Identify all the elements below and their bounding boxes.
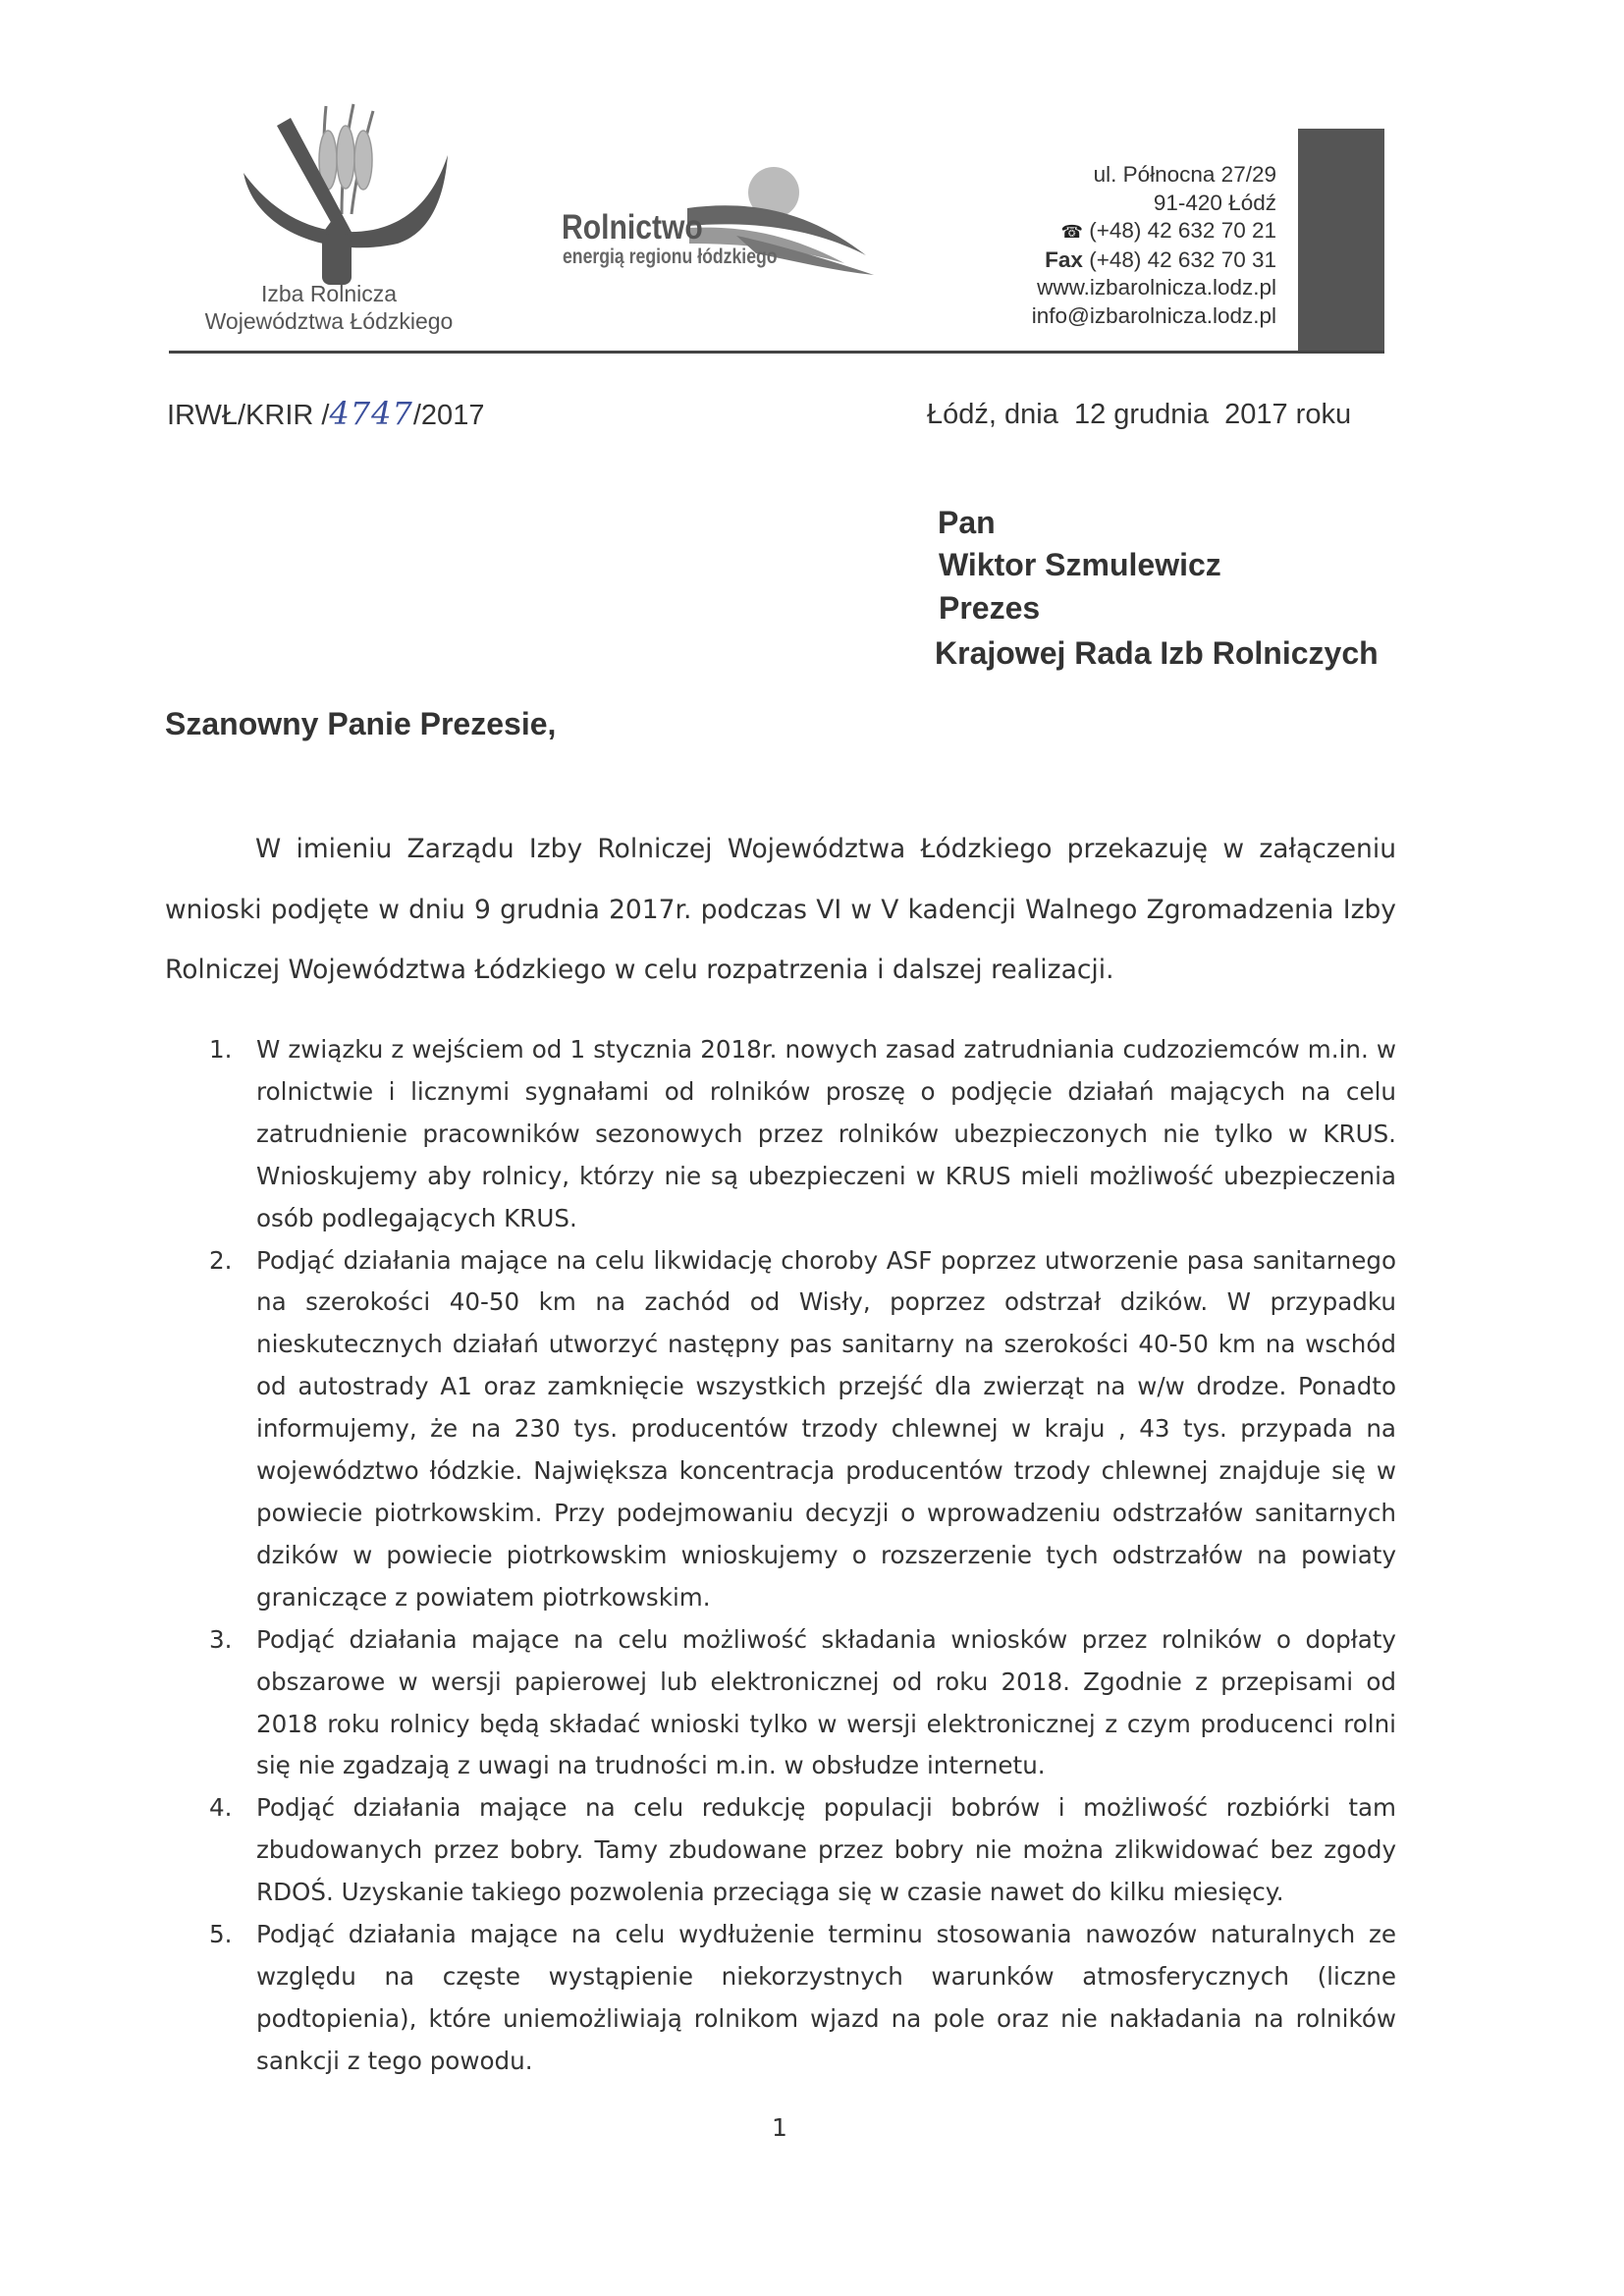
contact-fax-label: Fax xyxy=(1045,246,1083,272)
contact-city: 91-420 Łódź xyxy=(1153,190,1276,215)
contact-block xyxy=(962,161,1276,330)
intro-paragraph xyxy=(165,819,1396,1001)
list-item xyxy=(165,1787,1396,1914)
telephone-icon: ☎ xyxy=(1060,222,1083,242)
contact-website[interactable]: www.izbarolnicza.lodz.pl xyxy=(1037,275,1276,300)
list-item-text: Podjąć działania mające na celu możliwość składania wniosków przez rolników o dopłaty obszarowe w wersji papierowej lub elektronicznej od roku 2018. Zgodnie z przepisami od 2018 roku rolnicy będą składać wnioski tylko w wersji elektronicznej z czym producenci rolni się nie zgadzają z uwagi na trudności m.in. w obsłudze internetu. xyxy=(256,1624,1396,1780)
requests-list xyxy=(165,1029,1396,2083)
intro-text: W imieniu Zarządu Izby Rolniczej Województwa Łódzkiego przekazuję w załączeniu wnioski podjęte w dniu 9 grudnia 2017r. podczas VI w V kadencji Walnego Zgromadzenia Izby Rolniczej Województwa Łódzkiego w celu rozpatrzenia i dalszej realizacji. xyxy=(165,834,1396,985)
reference-suffix: /2017 xyxy=(412,400,485,431)
list-item xyxy=(165,1619,1396,1788)
list-item-text: Podjąć działania mające na celu likwidację choroby ASF poprzez utworzenie pasa sanitarnego na szerokości 40-50 km na zachód od Wisły, poprzez odstrzał dzików. W przypadku nieskutecznych działań utworzyć następny pas sanitarny na szerokości 40-50 km na wschód od autostrady A1 oraz zamknięcie wszystkich przejść dla zwierząt na w/w drodze. Ponadto informujemy, że na 230 tys. producentów trzody chlewnej w kraju , 43 tys. przypada na województwo łódzkie. Największa koncentracja producentów trzody chlewnej znajduje się w powiecie piotrkowskim. Przy podejmowaniu decyzji o wprowadzeniu odstrzałów sanitarnych dzików w powiecie piotrkowskim wnioskujemy o rozszerzenie tych odstrzałów na powiaty graniczące z powiatem piotrkowskim. xyxy=(256,1245,1396,1612)
addressee-line3: Prezes xyxy=(939,590,1041,626)
list-item-number: 3. xyxy=(209,1624,233,1654)
list-item-text: W związku z wejściem od 1 stycznia 2018r. nowych zasad zatrudniania cudzoziemców m.in. w rolnictwie i licznymi sygnałami od rolników proszę o podjęcie działań mających na celu zatrudnienie pracowników sezonowych przez rolników ubezpieczonych nie tylko w KRUS. Wnioskujemy aby rolnicy, którzy nie są ubezpieczeni w KRUS mieli możliwość ubezpieczenia osób podlegających KRUS. xyxy=(256,1035,1396,1232)
addressee-line2: Wiktor Szmulewicz xyxy=(939,547,1221,582)
contact-phone: (+48) 42 632 70 21 xyxy=(1089,218,1276,243)
letter-date: Łódź, dnia 12 grudnia 2017 roku xyxy=(927,399,1352,430)
org-name-line2: Województwa Łódzkiego xyxy=(204,308,454,334)
addressee-line4: Krajowej Rada Izb Rolniczych xyxy=(935,635,1379,671)
reference-number xyxy=(167,395,484,432)
reference-prefix: IRWŁ/KRIR / xyxy=(167,400,330,431)
list-item xyxy=(165,1914,1396,2083)
header-side-bar xyxy=(1298,129,1384,353)
contact-fax-row xyxy=(962,246,1276,275)
page-number: 1 xyxy=(772,2113,787,2142)
list-item-number: 4. xyxy=(209,1793,233,1823)
chamber-logo-icon xyxy=(226,86,452,288)
list-item-number: 2. xyxy=(209,1245,233,1275)
list-item-number: 5. xyxy=(209,1920,233,1949)
brand-title: Rolnictwo xyxy=(562,208,703,246)
contact-fax: (+48) 42 632 70 31 xyxy=(1089,246,1276,272)
list-item xyxy=(165,1029,1396,1240)
salutation: Szanowny Panie Prezesie, xyxy=(165,706,557,741)
contact-phone-row xyxy=(962,217,1276,246)
addressee-line1: Pan xyxy=(938,505,996,540)
list-item-text: Podjąć działania mające na celu wydłużenie terminu stosowania nawozów naturalnych ze względu na częste wystąpienie niekorzystnych warunków atmosferycznych (liczne podtopienia), które uniemożliwiają rolnikom wjazd na pole oraz nie nakładania na rolników sankcji z tego powodu. xyxy=(256,1920,1396,2075)
list-item-number: 1. xyxy=(209,1035,233,1064)
brand-subtitle: energią regionu łódzkiego xyxy=(563,246,778,268)
contact-street: ul. Północna 27/29 xyxy=(1093,162,1276,187)
header-divider xyxy=(169,351,1384,354)
list-item xyxy=(165,1240,1396,1619)
list-item-text: Podjąć działania mające na celu redukcję populacji bobrów i możliwość rozbiórki tam zbudowanych przez bobry. Tamy zbudowane przez bobry nie można zlikwidować bez zgody RDOŚ. Uzyskanie takiego pozwolenia przeciąga się w czasie nawet do kilku miesięcy. xyxy=(256,1793,1396,1907)
org-name-line1: Izba Rolnicza xyxy=(260,281,398,306)
reference-handwritten-number: 4747 xyxy=(329,395,413,432)
contact-email[interactable]: info@izbarolnicza.lodz.pl xyxy=(1031,302,1276,328)
